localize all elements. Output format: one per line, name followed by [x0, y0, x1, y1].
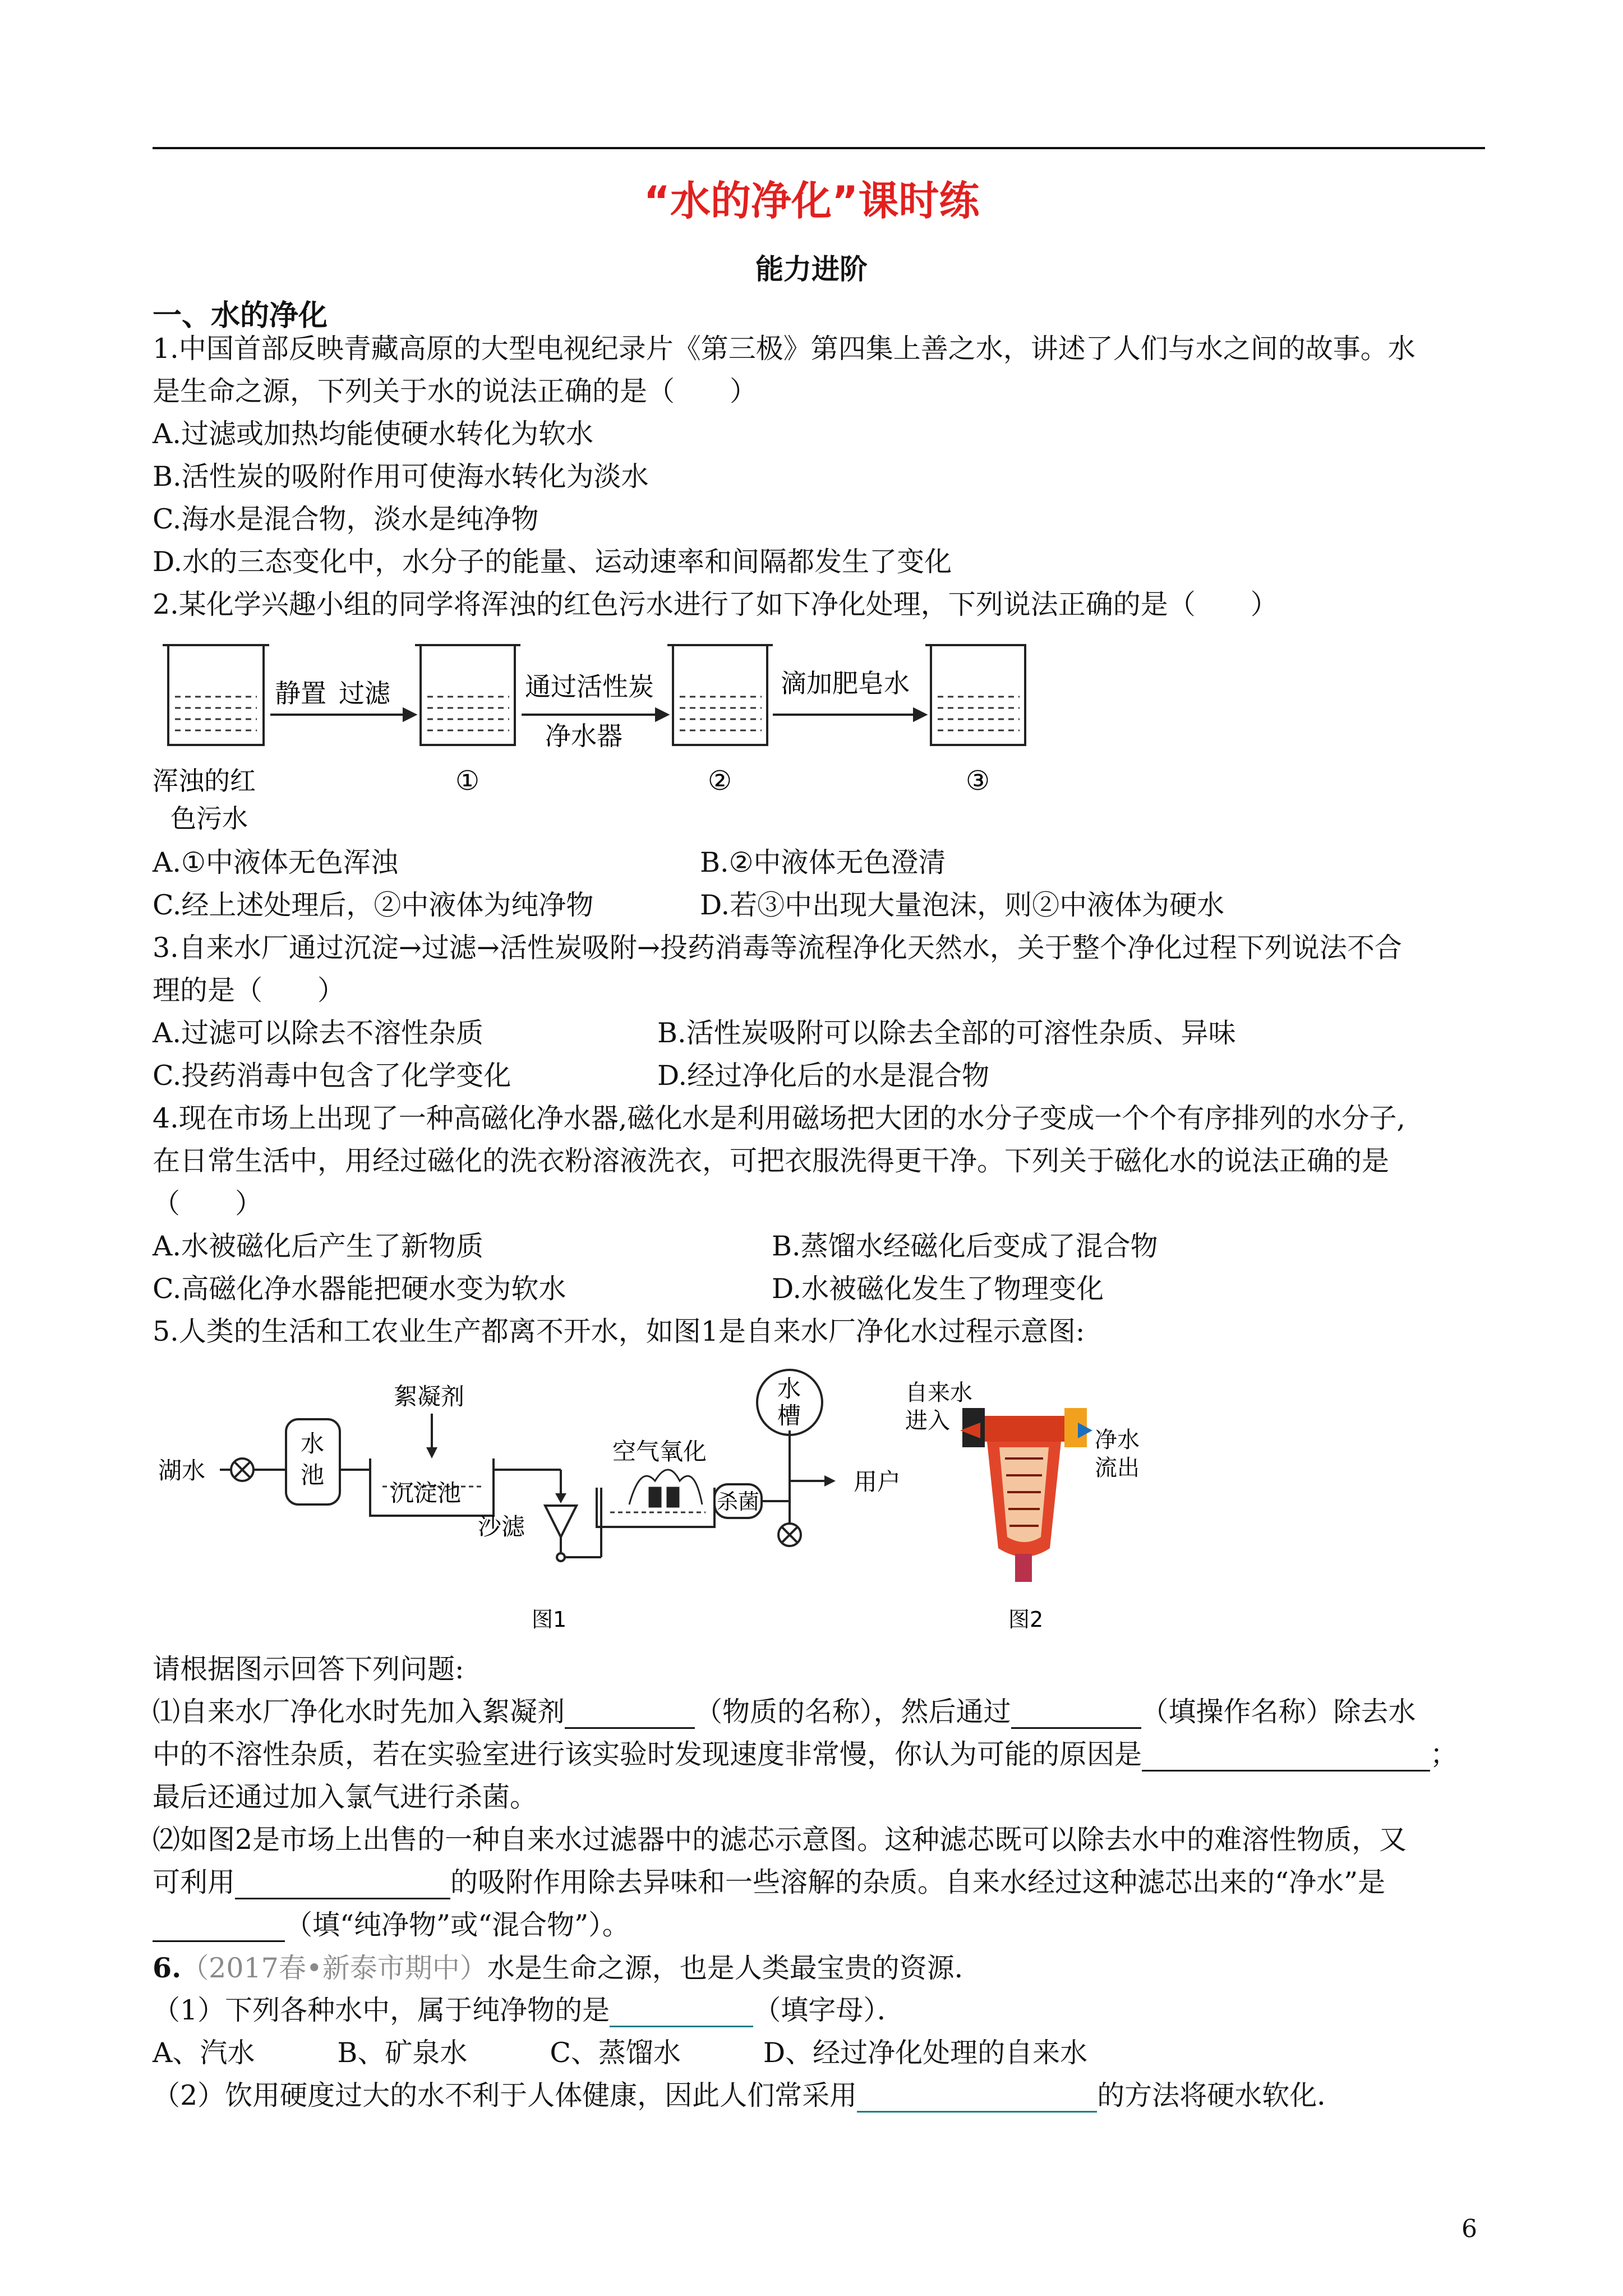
q6-number: 6. — [153, 1952, 182, 1984]
q3-option-a: A.过滤可以除去不溶性杂质 — [153, 1017, 483, 1049]
q2-option-a: A.①中液体无色浑浊 — [153, 846, 398, 878]
label-filter: 过滤 — [339, 678, 390, 708]
purification-process-diagram — [153, 634, 1027, 847]
fig1-trough-1: 水 — [777, 1375, 801, 1402]
q2-option-b: B.②中液体无色澄清 — [700, 846, 946, 878]
mark-3: ③ — [966, 765, 990, 797]
fig1-pool-2: 池 — [301, 1461, 325, 1489]
q5-part1-text-c: （填操作名称）除去水 — [1141, 1696, 1416, 1728]
q6-part2 — [153, 2079, 1344, 2113]
beaker-3 — [925, 645, 1026, 745]
fig1-coagulant: 絮凝剂 — [394, 1383, 465, 1410]
fig1-trough-2: 槽 — [777, 1402, 801, 1429]
q5-part2-text-c: （填“纯净物”或“混合物”）。 — [285, 1909, 630, 1941]
q5-part1-text-a: ⑴自来水厂净化水时先加入絮凝剂 — [153, 1696, 565, 1728]
fig2-outlet-1: 净水 — [1095, 1427, 1140, 1453]
q5-part1-line3: 最后还通过加入氯气进行杀菌。 — [153, 1781, 538, 1813]
answer-blank-softening[interactable] — [857, 2084, 1097, 2113]
label-purifier: 净水器 — [545, 721, 623, 751]
fig1-pool-1: 水 — [301, 1430, 325, 1457]
q2-stem: 2.某化学兴趣小组的同学将浑浊的红色污水进行了如下净化处理，下列说法正确的是（ ） — [153, 588, 1278, 620]
q4-option-a: A.水被磁化后产生了新物质 — [153, 1230, 483, 1262]
q1-option-c: C.海水是混合物，淡水是纯净物 — [153, 503, 539, 535]
q6-part1 — [153, 1994, 905, 2027]
q1-option-b: B.活性炭的吸附作用可使海水转化为淡水 — [153, 461, 649, 493]
fig1-sterilize: 杀菌 — [717, 1489, 760, 1514]
fig1-caption: 图1 — [532, 1607, 567, 1632]
q6-part1-text-a: （1）下列各种水中，属于纯净物的是 — [153, 1994, 610, 2026]
q4-option-b: B.蒸馏水经磁化后变成了混合物 — [772, 1230, 1158, 1262]
q5-part2-text-b: 的吸附作用除去异味和一些溶解的杂质。自来水经过这种滤芯出来的“净水”是 — [450, 1866, 1386, 1898]
label-soap: 滴加肥皂水 — [781, 668, 910, 698]
answer-blank-coagulant[interactable] — [565, 1700, 695, 1729]
q4-stem-line2: 在日常生活中，用经过磁化的洗衣粉溶液洗衣，可把衣服洗得更干净。下列关于磁化水的说法正确的是 — [153, 1145, 1390, 1177]
label-settle: 静置 — [275, 678, 326, 708]
fig2-outlet-2: 流出 — [1095, 1455, 1140, 1481]
mark-2: ② — [708, 765, 732, 797]
answer-blank-operation[interactable] — [1011, 1700, 1141, 1729]
q1-option-d: D.水的三态变化中，水分子的能量、运动速率和间隔都发生了变化 — [153, 546, 952, 578]
mark-1: ① — [455, 765, 480, 797]
page-title: “水的净化”课时练 — [643, 177, 980, 224]
q3-option-d: D.经过净化后的水是混合物 — [657, 1060, 990, 1092]
fig1-lake: 湖水 — [158, 1457, 206, 1484]
label-muddy-line1: 浑浊的红 — [153, 766, 256, 796]
header-rule — [153, 147, 1485, 149]
q6-stem-text: 水是生命之源，也是人类最宝贵的资源． — [487, 1952, 982, 1984]
figure1-waterworks-diagram — [153, 1369, 1151, 1649]
fig2-filter-cartridge — [960, 1408, 1092, 1582]
q6-options: A、汽水 B、矿泉水 C、蒸馏水 D、经过净化处理的自来水 — [153, 2037, 1088, 2069]
q5-part1-line2 — [153, 1738, 1458, 1772]
q3-stem-line2: 理的是（ ） — [153, 974, 345, 1006]
label-carbon: 通过活性炭 — [525, 671, 654, 702]
q6-part2-text-b: 的方法将硬水软化． — [1097, 2079, 1345, 2111]
answer-blank-adsorbent[interactable] — [235, 1871, 450, 1899]
page-number: 6 — [1461, 2215, 1477, 2243]
answer-blank-reason[interactable] — [1142, 1743, 1430, 1772]
beaker-1 — [415, 645, 520, 745]
fig1-sand-filter: 沙滤 — [478, 1513, 525, 1540]
q5-part2-text-a: 可利用 — [153, 1866, 236, 1898]
fig1-settle-tank: 沉淀池 — [390, 1479, 462, 1507]
q3-stem-line1: 3.自来水厂通过沉淀→过滤→活性炭吸附→投药消毒等流程净化天然水，关于整个净化过程下列说法不合 — [153, 932, 1402, 964]
q6-stem — [153, 1951, 982, 1985]
label-muddy-line2: 色污水 — [170, 803, 248, 834]
q6-source: （2017春•新泰市期中） — [181, 1952, 487, 1984]
fig1-aeration: 空气氧化 — [612, 1438, 707, 1465]
q5-part1-line1 — [153, 1695, 1416, 1729]
q4-option-d: D.水被磁化发生了物理变化 — [772, 1273, 1104, 1305]
q5-part1-text-e: ； — [1430, 1738, 1458, 1770]
q4-stem-line3: （ ） — [153, 1188, 263, 1220]
fig2-inlet-1: 自来水 — [905, 1380, 972, 1406]
q5-prompt: 请根据图示回答下列问题: — [153, 1653, 464, 1685]
q6-part1-text-b: （填字母）． — [753, 1994, 905, 2026]
fig2-caption: 图2 — [1008, 1607, 1044, 1632]
q5-stem: 5.人类的生活和工农业生产都离不开水，如图1是自来水厂净化水过程示意图: — [153, 1315, 1085, 1347]
q5-part2-line2 — [153, 1866, 1385, 1899]
q1-stem-line2: 是生命之源，下列关于水的说法正确的是（ ） — [153, 375, 758, 407]
q4-stem-line1: 4.现在市场上出现了一种高磁化净水器,磁化水是利用磁场把大团的水分子变成一个个有序排列的水分子, — [153, 1102, 1405, 1134]
q1-option-a: A.过滤或加热均能使硬水转化为软水 — [153, 418, 593, 450]
beaker-muddy — [163, 645, 269, 745]
beaker-2 — [667, 645, 773, 745]
q5-part1-text-d: 中的不溶性杂质，若在实验室进行该实验时发现速度非常慢，你认为可能的原因是 — [153, 1738, 1142, 1770]
answer-blank-pure-water[interactable] — [610, 1999, 753, 2027]
q3-option-b: B.活性炭吸附可以除去全部的可溶性杂质、异味 — [657, 1017, 1236, 1049]
q6-part2-text-a: （2）饮用硬度过大的水不利于人体健康，因此人们常采用 — [153, 2079, 857, 2111]
page-subtitle: 能力进阶 — [755, 253, 868, 286]
answer-blank-classification[interactable] — [153, 1913, 285, 1942]
q2-option-c: C.经上述处理后，②中液体为纯净物 — [153, 889, 594, 921]
q4-option-c: C.高磁化净水器能把硬水变为软水 — [153, 1273, 566, 1305]
section-heading: 一、水的净化 — [153, 299, 328, 333]
q3-option-c: C.投药消毒中包含了化学变化 — [153, 1060, 511, 1092]
q2-option-d: D.若③中出现大量泡沫，则②中液体为硬水 — [700, 889, 1225, 921]
q5-part2-line3 — [153, 1908, 630, 1942]
q1-stem-line1: 1.中国首部反映青藏高原的大型电视纪录片《第三极》第四集上善之水，讲述了人们与水之间的故事。水 — [153, 333, 1415, 365]
q5-part2-line1: ⑵如图2是市场上出售的一种自来水过滤器中的滤芯示意图。这种滤芯既可以除去水中的难溶性物质，又 — [153, 1824, 1407, 1856]
fig1-user: 用户 — [854, 1468, 901, 1496]
q5-part1-text-b: （物质的名称），然后通过 — [695, 1696, 1011, 1728]
fig2-inlet-2: 进入 — [905, 1408, 950, 1434]
